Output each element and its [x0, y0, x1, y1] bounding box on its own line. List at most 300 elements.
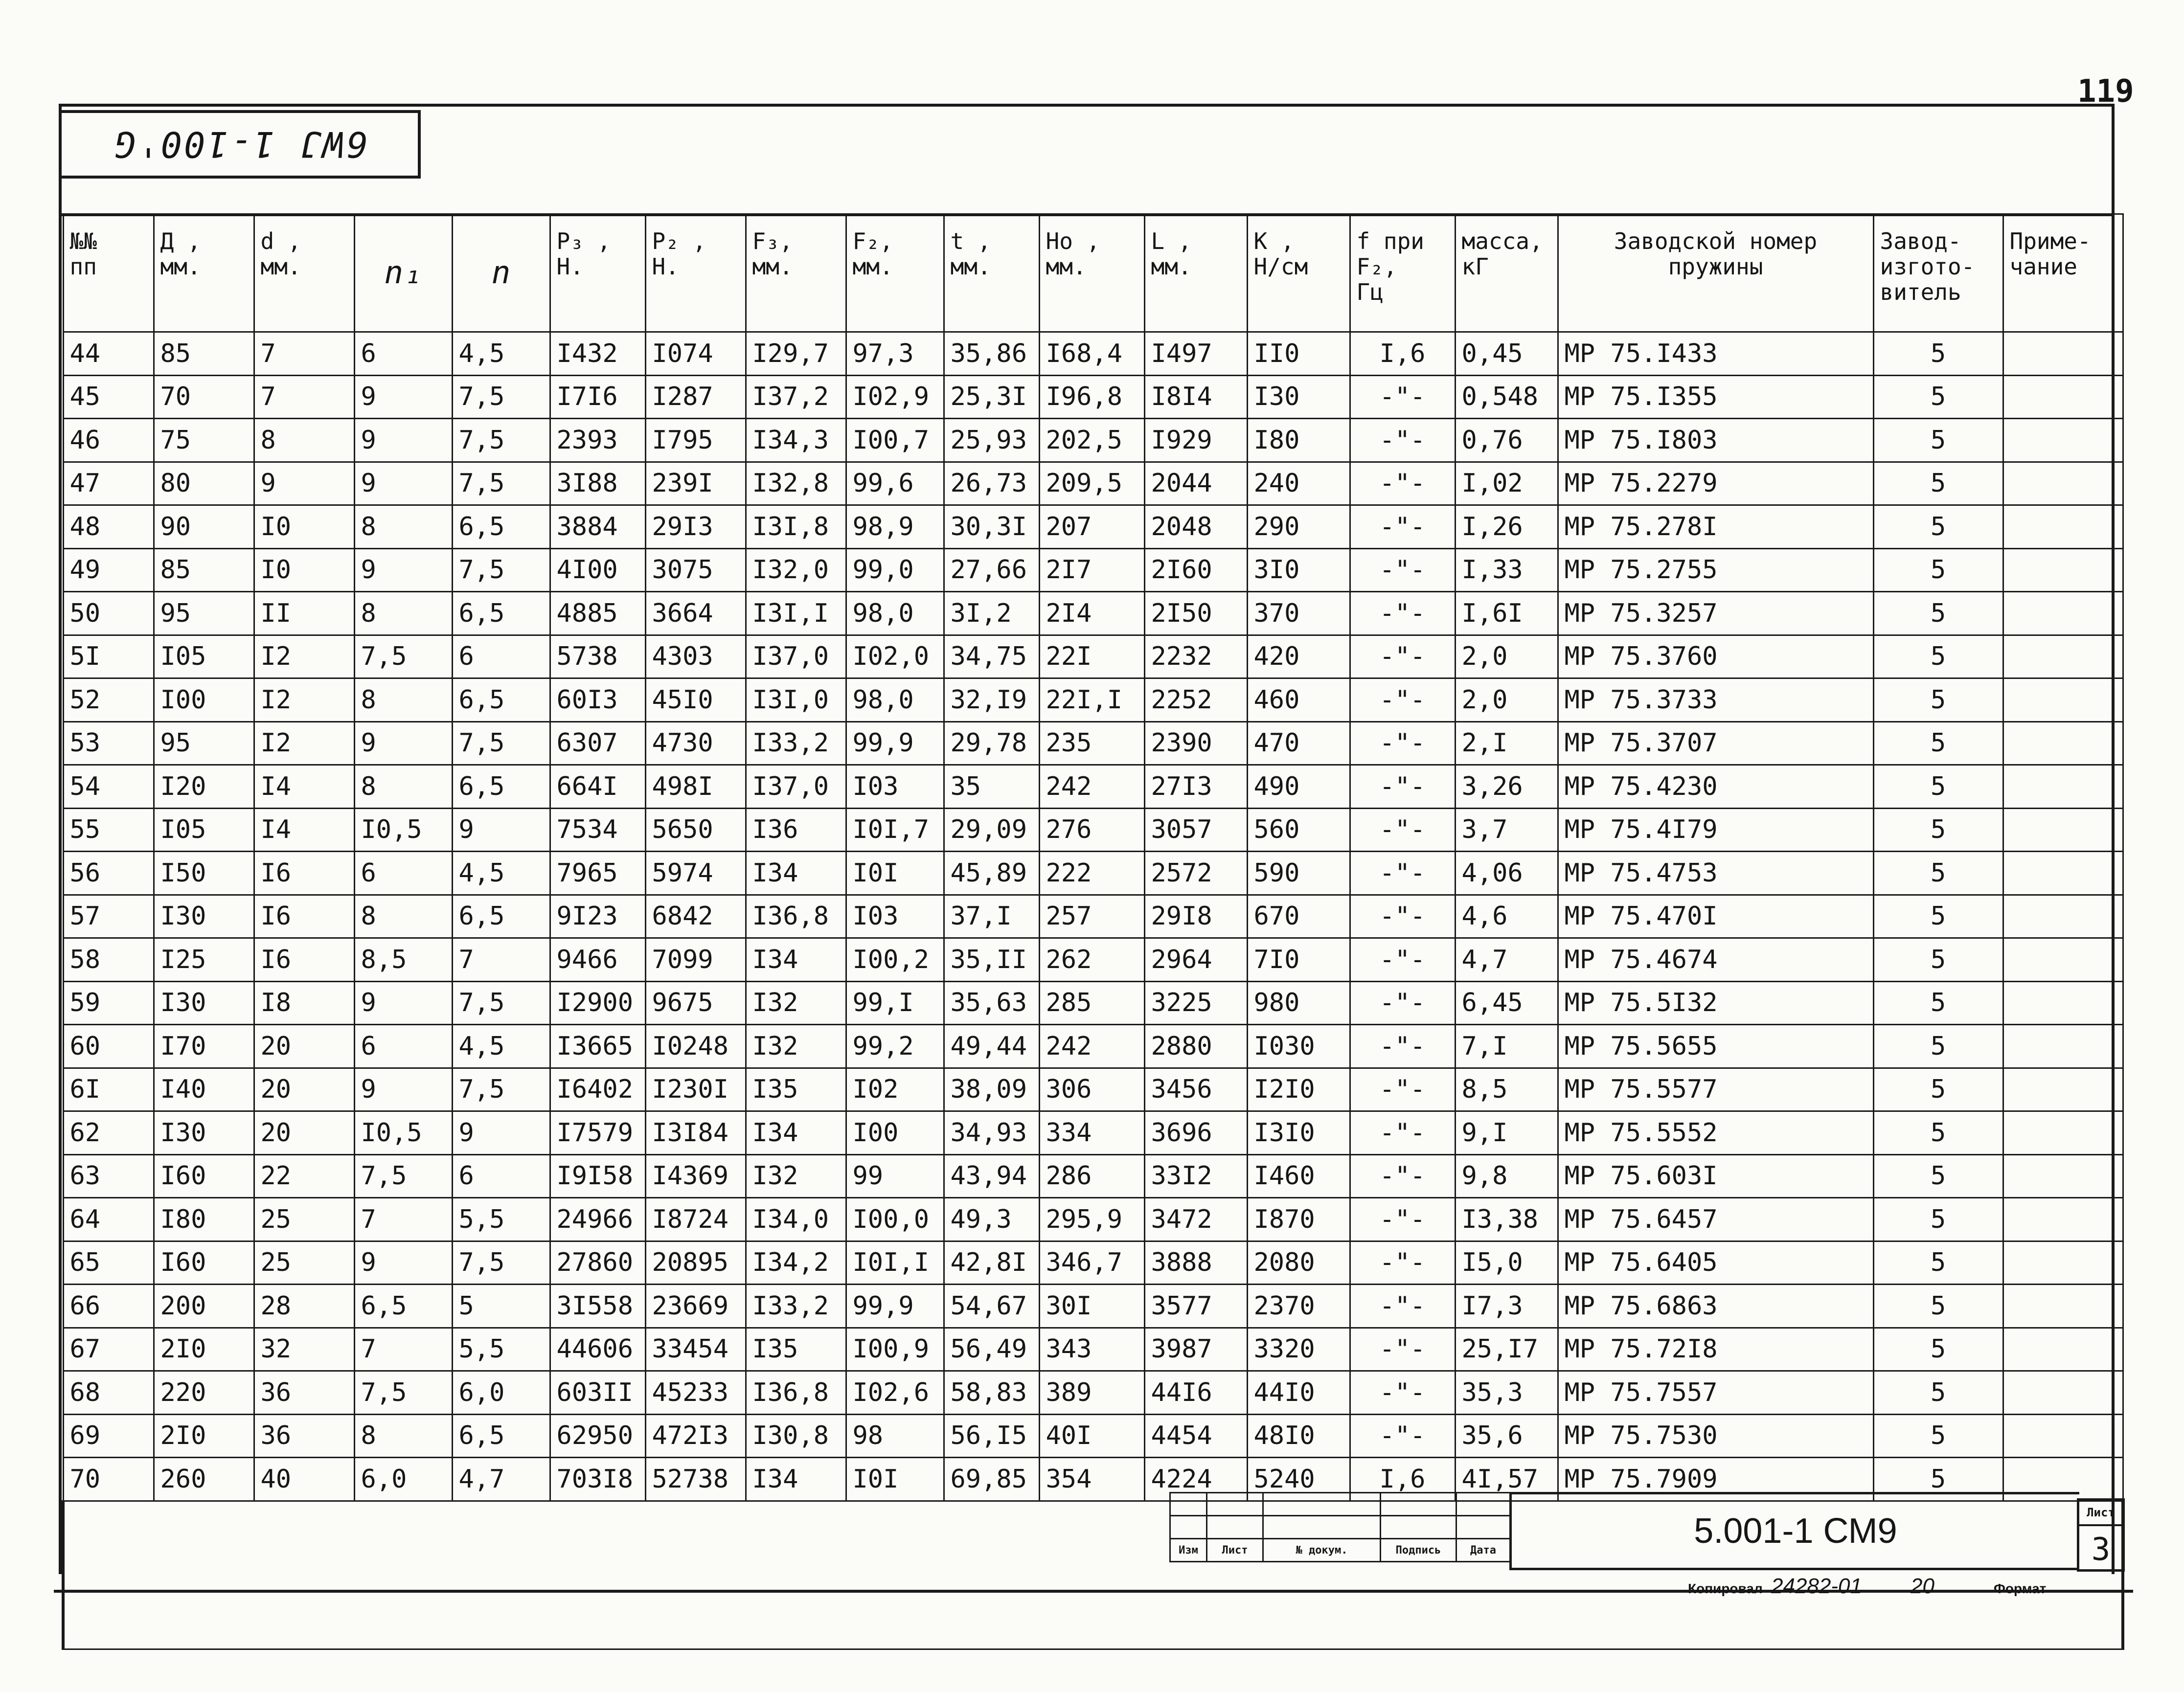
order-suffix: 20	[1911, 1574, 1934, 1598]
cell-d: I6	[254, 938, 354, 982]
cell-nn: 62	[63, 1111, 154, 1155]
cell-D: I30	[154, 1111, 254, 1155]
cell-D: 200	[154, 1285, 254, 1328]
table-row	[63, 375, 2123, 419]
cell-Ho: 285	[1039, 981, 1144, 1025]
cell-n1: I0,5	[354, 808, 452, 852]
cell-num: МР 75.470I	[1558, 895, 1873, 938]
cell-n: 7,5	[452, 722, 550, 765]
cell-mfr: 5	[1873, 1414, 2003, 1458]
cell-d: 28	[254, 1285, 354, 1328]
cell-n: 5,5	[452, 1328, 550, 1371]
cell-K: 490	[1247, 765, 1350, 809]
cell-n1: I0,5	[354, 1111, 452, 1155]
cell-P2: 23669	[645, 1285, 746, 1328]
cell-K: 560	[1247, 808, 1350, 852]
cell-D: I60	[154, 1241, 254, 1285]
cell-K: 240	[1247, 462, 1350, 505]
table-row	[63, 1241, 2123, 1285]
cell-n1: 9	[354, 419, 452, 462]
cell-mfr: 5	[1873, 808, 2003, 852]
cell-P3: 4I00	[550, 548, 645, 592]
cell-D: I30	[154, 981, 254, 1025]
cell-t: 30,3I	[944, 505, 1039, 549]
cell-t: 58,83	[944, 1371, 1039, 1415]
cell-F3: I34,2	[746, 1241, 846, 1285]
archive-stamp-text: 6WJ 1-100'G	[112, 124, 367, 165]
sheet-box	[2077, 1498, 2125, 1572]
cell-mass: I7,3	[1455, 1285, 1558, 1328]
cell-Ho: 389	[1039, 1371, 1144, 1415]
cell-F3: I34	[746, 1111, 846, 1155]
cell-note	[2003, 375, 2123, 419]
cell-Ho: 2I4	[1039, 592, 1144, 635]
header-nn: №№ пп	[63, 214, 154, 332]
cell-n: 5,5	[452, 1198, 550, 1241]
cell-P3: 44606	[550, 1328, 645, 1371]
cell-F2: I00,9	[846, 1328, 944, 1371]
cell-f: -"-	[1350, 938, 1455, 982]
cell-num: МР 75.3257	[1558, 592, 1873, 635]
cell-mass: I5,0	[1455, 1241, 1558, 1285]
cell-d: II	[254, 592, 354, 635]
cell-n: 5	[452, 1285, 550, 1328]
cell-P2: I0248	[645, 1025, 746, 1068]
table-row	[63, 1414, 2123, 1458]
cell-L: 3696	[1144, 1111, 1247, 1155]
cell-num: МР 75.I803	[1558, 419, 1873, 462]
cell-n: 9	[452, 808, 550, 852]
cell-mass: I3,38	[1455, 1198, 1558, 1241]
page-number: 119	[2077, 73, 2134, 110]
cell-K: II0	[1247, 332, 1350, 376]
cell-n1: 7	[354, 1328, 452, 1371]
cell-P3: I3665	[550, 1025, 645, 1068]
cell-d: I2	[254, 635, 354, 678]
cell-d: I0	[254, 548, 354, 592]
cell-n1: 6,5	[354, 1285, 452, 1328]
cell-mfr: 5	[1873, 419, 2003, 462]
cell-t: 27,66	[944, 548, 1039, 592]
cell-num: МР 75.4230	[1558, 765, 1873, 809]
cell-F2: I0I	[846, 852, 944, 895]
cell-mass: I,33	[1455, 548, 1558, 592]
cell-note	[2003, 678, 2123, 722]
cell-L: 29I8	[1144, 895, 1247, 938]
table-row	[63, 332, 2123, 376]
cell-f: -"-	[1350, 1025, 1455, 1068]
header-note: Приме- чание	[2003, 214, 2123, 332]
cell-n1: 9	[354, 462, 452, 505]
cell-F3: I34	[746, 938, 846, 982]
cell-f: -"-	[1350, 852, 1455, 895]
cell-f: -"-	[1350, 1371, 1455, 1415]
cell-mfr: 5	[1873, 505, 2003, 549]
cell-Ho: 343	[1039, 1328, 1144, 1371]
cell-nn: 59	[63, 981, 154, 1025]
cell-P3: 4885	[550, 592, 645, 635]
cell-L: 2I60	[1144, 548, 1247, 592]
cell-mfr: 5	[1873, 592, 2003, 635]
cell-Ho: 2I7	[1039, 548, 1144, 592]
cell-note	[2003, 1111, 2123, 1155]
cell-P3: 703I8	[550, 1458, 645, 1501]
cell-n: 7,5	[452, 1241, 550, 1285]
cell-nn: 48	[63, 505, 154, 549]
cell-n: 4,5	[452, 332, 550, 376]
cell-D: 95	[154, 722, 254, 765]
table-row	[63, 981, 2123, 1025]
cell-Ho: 242	[1039, 1025, 1144, 1068]
cell-P2: I074	[645, 332, 746, 376]
cell-K: I3I0	[1247, 1111, 1350, 1155]
cell-f: -"-	[1350, 981, 1455, 1025]
cell-note	[2003, 852, 2123, 895]
table-row	[63, 1328, 2123, 1371]
cell-L: 3225	[1144, 981, 1247, 1025]
cell-P2: 239I	[645, 462, 746, 505]
cell-n1: 8	[354, 765, 452, 809]
cell-num: МР 75.5577	[1558, 1068, 1873, 1111]
cell-P2: 5650	[645, 808, 746, 852]
cell-note	[2003, 722, 2123, 765]
cell-nn: 47	[63, 462, 154, 505]
cell-num: МР 75.7909	[1558, 1458, 1873, 1501]
header-mfr: Завод- изгото- витель	[1873, 214, 2003, 332]
cell-L: 2048	[1144, 505, 1247, 549]
table-header-row	[63, 214, 2123, 332]
cell-n: 6,5	[452, 505, 550, 549]
cell-num: МР 75.5I32	[1558, 981, 1873, 1025]
cell-D: 2I0	[154, 1414, 254, 1458]
cell-n: 7,5	[452, 462, 550, 505]
cell-Ho: 22I,I	[1039, 678, 1144, 722]
cell-nn: 46	[63, 419, 154, 462]
order-number: 24282-01	[1771, 1574, 1862, 1598]
revision-labels-row	[1170, 1539, 1510, 1562]
table-row	[63, 1025, 2123, 1068]
cell-n1: 8,5	[354, 938, 452, 982]
cell-mfr: 5	[1873, 1068, 2003, 1111]
cell-P3: 9466	[550, 938, 645, 982]
cell-D: I05	[154, 635, 254, 678]
cell-note	[2003, 1328, 2123, 1371]
cell-f: -"-	[1350, 1328, 1455, 1371]
cell-d: I2	[254, 678, 354, 722]
cell-n1: 9	[354, 1068, 452, 1111]
cell-n: 6,0	[452, 1371, 550, 1415]
cell-t: 3I,2	[944, 592, 1039, 635]
cell-f: -"-	[1350, 1285, 1455, 1328]
cell-nn: 52	[63, 678, 154, 722]
cell-Ho: 286	[1039, 1154, 1144, 1198]
cell-mass: I,26	[1455, 505, 1558, 549]
cell-L: 3456	[1144, 1068, 1247, 1111]
cell-K: 470	[1247, 722, 1350, 765]
cell-K: 420	[1247, 635, 1350, 678]
cell-F2: 98,0	[846, 678, 944, 722]
cell-f: -"-	[1350, 895, 1455, 938]
cell-P3: I7I6	[550, 375, 645, 419]
cell-n: 7,5	[452, 1068, 550, 1111]
cell-P3: 664I	[550, 765, 645, 809]
cell-L: 2252	[1144, 678, 1247, 722]
header-n1: n₁	[354, 214, 452, 332]
cell-F2: I02,0	[846, 635, 944, 678]
cell-note	[2003, 938, 2123, 982]
cell-mfr: 5	[1873, 1458, 2003, 1501]
cell-f: -"-	[1350, 1414, 1455, 1458]
cell-L: 2390	[1144, 722, 1247, 765]
cell-F2: 99,9	[846, 1285, 944, 1328]
cell-n1: 8	[354, 1414, 452, 1458]
table-row	[63, 765, 2123, 809]
cell-P3: 603II	[550, 1371, 645, 1415]
cell-num: МР 75.6405	[1558, 1241, 1873, 1285]
cell-note	[2003, 1241, 2123, 1285]
cell-nn: 64	[63, 1198, 154, 1241]
cell-F3: I36,8	[746, 895, 846, 938]
cell-P2: I230I	[645, 1068, 746, 1111]
cell-mass: 4,6	[1455, 895, 1558, 938]
revision-label: Подпись	[1381, 1539, 1456, 1562]
cell-K: I80	[1247, 419, 1350, 462]
cell-K: 5240	[1247, 1458, 1350, 1501]
cell-nn: 49	[63, 548, 154, 592]
cell-P3: 60I3	[550, 678, 645, 722]
cell-num: МР 75.5552	[1558, 1111, 1873, 1155]
spring-spec-table	[62, 213, 2124, 1650]
cell-D: 75	[154, 419, 254, 462]
cell-F2: 98	[846, 1414, 944, 1458]
cell-f: -"-	[1350, 678, 1455, 722]
revision-label: Дата	[1456, 1539, 1510, 1562]
cell-F2: 98,0	[846, 592, 944, 635]
cell-d: I0	[254, 505, 354, 549]
cell-num: МР 75.4I79	[1558, 808, 1873, 852]
cell-P3: 9I23	[550, 895, 645, 938]
cell-F3: I29,7	[746, 332, 846, 376]
cell-Ho: 30I	[1039, 1285, 1144, 1328]
cell-Ho: 40I	[1039, 1414, 1144, 1458]
cell-F2: I02,6	[846, 1371, 944, 1415]
cell-t: 25,93	[944, 419, 1039, 462]
cell-D: I20	[154, 765, 254, 809]
cell-nn: 5I	[63, 635, 154, 678]
cell-L: 2I50	[1144, 592, 1247, 635]
cell-d: 36	[254, 1414, 354, 1458]
cell-mfr: 5	[1873, 678, 2003, 722]
cell-n: 7,5	[452, 375, 550, 419]
cell-note	[2003, 895, 2123, 938]
cell-nn: 69	[63, 1414, 154, 1458]
cell-f: -"-	[1350, 548, 1455, 592]
cell-K: 460	[1247, 678, 1350, 722]
cell-t: 54,67	[944, 1285, 1039, 1328]
cell-num: МР 75.4674	[1558, 938, 1873, 982]
cell-Ho: 334	[1039, 1111, 1144, 1155]
cell-mfr: 5	[1873, 1285, 2003, 1328]
table-row	[63, 1068, 2123, 1111]
cell-Ho: 242	[1039, 765, 1144, 809]
cell-note	[2003, 1414, 2123, 1458]
cell-F3: I32	[746, 1154, 846, 1198]
cell-t: 35,86	[944, 332, 1039, 376]
cell-P2: 9675	[645, 981, 746, 1025]
cell-P2: 4303	[645, 635, 746, 678]
cell-K: 7I0	[1247, 938, 1350, 982]
cell-n1: 8	[354, 592, 452, 635]
cell-d: I4	[254, 765, 354, 809]
cell-L: I497	[1144, 332, 1247, 376]
cell-F2: 97,3	[846, 332, 944, 376]
cell-t: 49,44	[944, 1025, 1039, 1068]
cell-nn: 55	[63, 808, 154, 852]
cell-L: 4454	[1144, 1414, 1247, 1458]
cell-P2: I4369	[645, 1154, 746, 1198]
table-row	[63, 722, 2123, 765]
cell-nn: 66	[63, 1285, 154, 1328]
revision-label: Изм	[1170, 1539, 1207, 1562]
cell-t: 49,3	[944, 1198, 1039, 1241]
cell-n: 6,5	[452, 592, 550, 635]
cell-t: 25,3I	[944, 375, 1039, 419]
cell-note	[2003, 462, 2123, 505]
cell-nn: 63	[63, 1154, 154, 1198]
cell-P2: I8724	[645, 1198, 746, 1241]
cell-num: МР 75.72I8	[1558, 1328, 1873, 1371]
cell-mass: 25,I7	[1455, 1328, 1558, 1371]
cell-D: 260	[154, 1458, 254, 1501]
cell-mfr: 5	[1873, 765, 2003, 809]
cell-Ho: 22I	[1039, 635, 1144, 678]
cell-Ho: 209,5	[1039, 462, 1144, 505]
cell-L: 4224	[1144, 1458, 1247, 1501]
cell-L: I929	[1144, 419, 1247, 462]
cell-mass: I,02	[1455, 462, 1558, 505]
cell-num: МР 75.3733	[1558, 678, 1873, 722]
cell-num: МР 75.I355	[1558, 375, 1873, 419]
cell-mass: 0,76	[1455, 419, 1558, 462]
cell-Ho: 276	[1039, 808, 1144, 852]
cell-F3: I32,0	[746, 548, 846, 592]
cell-mfr: 5	[1873, 1198, 2003, 1241]
cell-D: I00	[154, 678, 254, 722]
cell-note	[2003, 1025, 2123, 1068]
cell-n: 7,5	[452, 981, 550, 1025]
cell-K: 290	[1247, 505, 1350, 549]
cell-L: 33I2	[1144, 1154, 1247, 1198]
cell-P3: I2900	[550, 981, 645, 1025]
cell-t: 29,78	[944, 722, 1039, 765]
cell-n1: 6	[354, 852, 452, 895]
cell-note	[2003, 548, 2123, 592]
cell-F2: I0I	[846, 1458, 944, 1501]
cell-n: 7,5	[452, 419, 550, 462]
cell-n1: 9	[354, 1241, 452, 1285]
cell-P3: 62950	[550, 1414, 645, 1458]
cell-K: 980	[1247, 981, 1350, 1025]
cell-n: 7,5	[452, 548, 550, 592]
cell-num: МР 75.2755	[1558, 548, 1873, 592]
cell-P2: 45233	[645, 1371, 746, 1415]
copied-label: Копировал	[1688, 1581, 1763, 1596]
table-row	[63, 852, 2123, 895]
cell-mass: 2,0	[1455, 678, 1558, 722]
cell-f: -"-	[1350, 1111, 1455, 1155]
cell-mfr: 5	[1873, 548, 2003, 592]
cell-mfr: 5	[1873, 981, 2003, 1025]
cell-t: 42,8I	[944, 1241, 1039, 1285]
cell-L: 2232	[1144, 635, 1247, 678]
cell-n1: 8	[354, 678, 452, 722]
cell-K: 670	[1247, 895, 1350, 938]
cell-F3: I34,0	[746, 1198, 846, 1241]
cell-nn: 56	[63, 852, 154, 895]
cell-F3: I35	[746, 1328, 846, 1371]
cell-F2: I03	[846, 895, 944, 938]
cell-n: 6,5	[452, 678, 550, 722]
table-row	[63, 548, 2123, 592]
cell-d: 25	[254, 1198, 354, 1241]
cell-Ho: 257	[1039, 895, 1144, 938]
archive-stamp	[59, 110, 421, 179]
revision-label: № докум.	[1263, 1539, 1381, 1562]
cell-D: I40	[154, 1068, 254, 1111]
cell-mass: 35,6	[1455, 1414, 1558, 1458]
cell-n1: 6	[354, 332, 452, 376]
cell-d: 32	[254, 1328, 354, 1371]
cell-note	[2003, 635, 2123, 678]
cell-K: I2I0	[1247, 1068, 1350, 1111]
cell-t: 29,09	[944, 808, 1039, 852]
cell-n1: 9	[354, 548, 452, 592]
cell-F2: I03	[846, 765, 944, 809]
cell-note	[2003, 505, 2123, 549]
cell-D: 2I0	[154, 1328, 254, 1371]
cell-F2: 99,I	[846, 981, 944, 1025]
cell-num: МР 75.278I	[1558, 505, 1873, 549]
cell-num: МР 75.5655	[1558, 1025, 1873, 1068]
cell-note	[2003, 419, 2123, 462]
cell-L: 3888	[1144, 1241, 1247, 1285]
cell-Ho: I68,4	[1039, 332, 1144, 376]
table-row	[63, 462, 2123, 505]
cell-nn: 70	[63, 1458, 154, 1501]
document-code: 5.001-1 СМ9	[1509, 1492, 2079, 1570]
header-Ho: Но , мм.	[1039, 214, 1144, 332]
cell-nn: 67	[63, 1328, 154, 1371]
cell-t: 37,I	[944, 895, 1039, 938]
cell-d: 40	[254, 1458, 354, 1501]
cell-P2: 5974	[645, 852, 746, 895]
cell-mfr: 5	[1873, 1154, 2003, 1198]
table-row	[63, 505, 2123, 549]
table-row	[63, 1198, 2123, 1241]
revision-label: Лист	[1207, 1539, 1263, 1562]
cell-f: I,6	[1350, 1458, 1455, 1501]
cell-D: 90	[154, 505, 254, 549]
cell-mfr: 5	[1873, 375, 2003, 419]
cell-mass: 3,7	[1455, 808, 1558, 852]
cell-F3: I33,2	[746, 1285, 846, 1328]
cell-P2: 498I	[645, 765, 746, 809]
cell-t: 35,II	[944, 938, 1039, 982]
cell-F3: I36,8	[746, 1371, 846, 1415]
cell-K: 3I0	[1247, 548, 1350, 592]
cell-P3: I9I58	[550, 1154, 645, 1198]
cell-F2: 99,0	[846, 548, 944, 592]
